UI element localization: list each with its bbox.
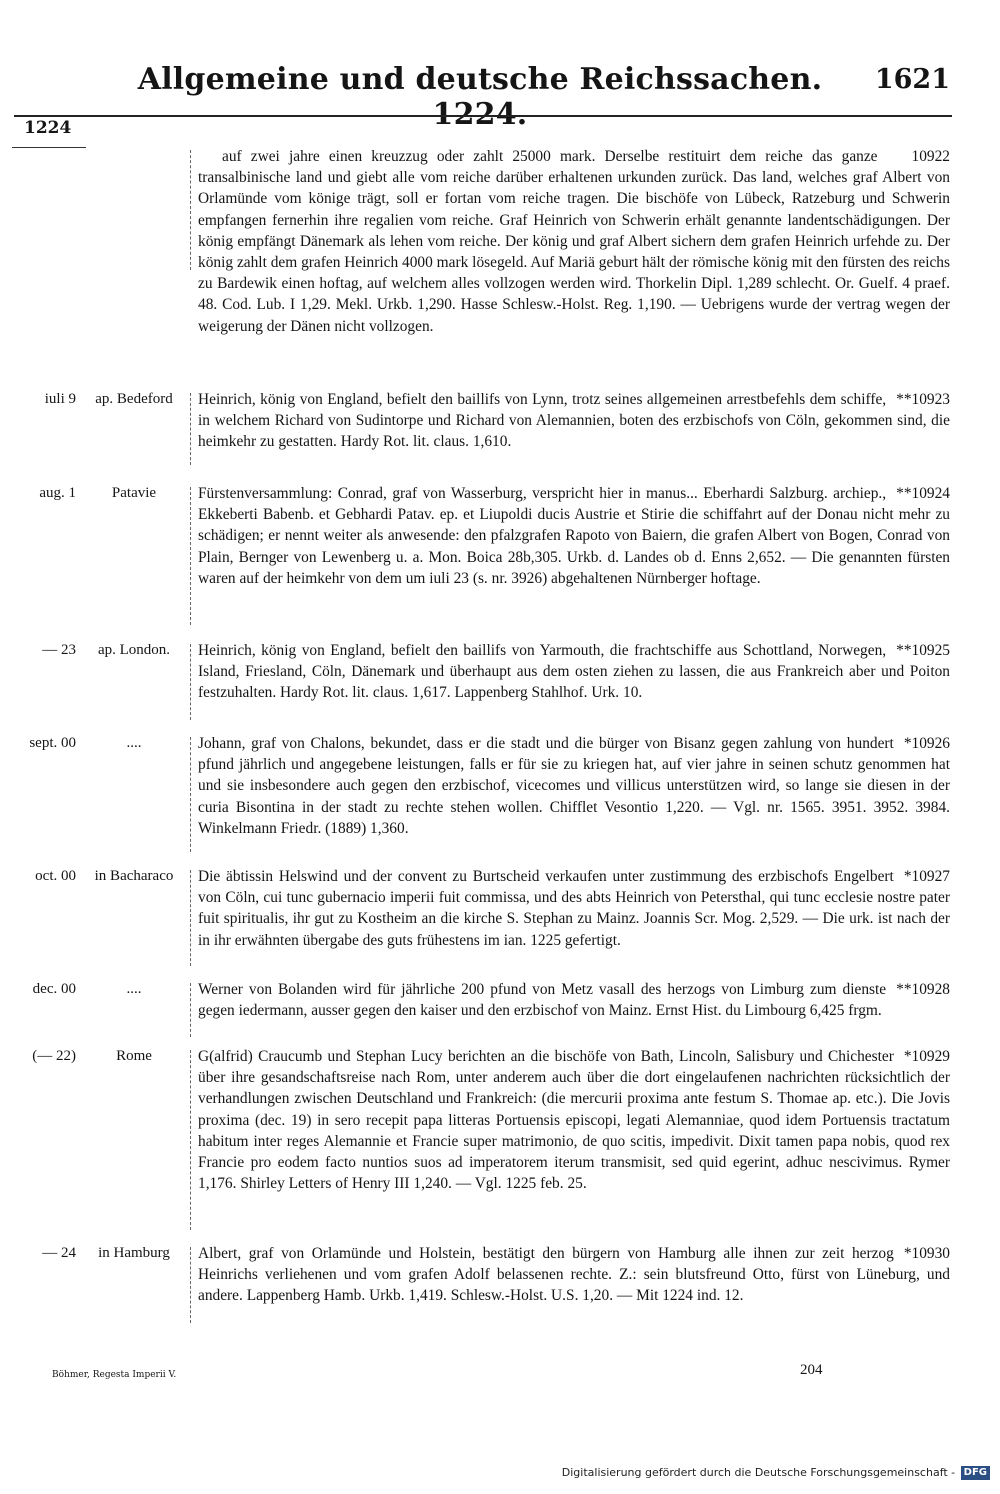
entry-place: .... (126, 981, 142, 997)
column-divider (190, 1050, 191, 1230)
entry-body: Heinrich, könig von England, befielt den baillifs von Yarmouth, die frachtschiffe aus Schottland, Norwegen, Island, Friesland, Cöln, Dänemark und überhaupt aus dem osten ziehen zu lassen, die aus Frankreich aber und Poiton festzuhalten. Hardy Rot. lit. claus. 1,617. Lappenberg Stahlhof. Urk. 10. (198, 642, 950, 702)
entry-date: iuli 9 (44, 391, 76, 407)
entry-date: dec. 00 (32, 981, 76, 997)
entry-text (198, 146, 950, 337)
entry-body: Werner von Bolanden wird für jährliche 200 pfund von Metz vasall des herzogs von Limburg zum dienste gegen iedermann, ausser gegen den kaiser und den erzbischof von Mainz. Ernst Hist. du Limbourg 6,425 frgm. (198, 981, 887, 1020)
column-divider (190, 487, 191, 625)
entry-date: — 23 (42, 642, 76, 658)
entry-body: G(alfrid) Craucumb und Stephan Lucy berichten an die bischöfe von Bath, Lincoln, Salisbury und Chichester über ihre gesandschaftsreise nach Rom, unter anderem auch über die dort eingelaufenen nachrichten rücksichtlich der verhandlungen zwischen Deutschland und Frankreich: (die mercurii proxima ante festum S. Thomae ap. etc.). Die Jovis proxima (dec. 19) in sero recepit papa litteras Portuensis episcopi, legati Alemanniae, quod idem Portuensis tractatum habitum inter reges Alemannie et Francie super matrimonio, de quo scitis, impedivit. Dixit tamen papa nobis, quod rex Francie pro eodem facto nuntios suos ad imperatorem iterum transmisit, sed quid egerint, adhuc nescivimus. Rymer 1,176. Shirley Letters of Henry III 1,240. — Vgl. 1225 feb. 25. (198, 1048, 950, 1193)
entry-text (198, 733, 950, 839)
entry-place: .... (126, 735, 142, 751)
entry-text (198, 866, 950, 951)
entry-text (198, 389, 950, 453)
page-title: Allgemeine und deutsche Reichssachen. 1224. (137, 62, 823, 132)
entry-text (198, 1046, 950, 1194)
regest-number: *10926 (903, 735, 950, 752)
entry-text (198, 483, 950, 589)
header-rule (14, 115, 952, 117)
entry-place: ap. Bedeford (95, 391, 173, 407)
regest-number: **10925 (896, 642, 950, 659)
page-number: 1621 (874, 64, 950, 95)
regest-number: *10927 (903, 868, 950, 885)
entry-date: aug. 1 (39, 485, 76, 501)
column-divider (190, 393, 191, 465)
entry-body: Fürstenversammlung: Conrad, graf von Wasserburg, verspricht hier in manus... Eberhardi Salzburg. archiep., Ekkeberti Babenb. et Gebhardi Patav. ep. et Liupoldi ducis Austrie et Stirie die schiffahrt auf der Donau nicht mehr zu schädigen; er nennt weiter als anwesende: den pfalzgrafen Rapoto von Baiern, die grafen Albert von Bogen, Conrad von Plain, Bernger von Lewenberg u. a. Mon. Boica 28b,305. Urkb. d. Landes ob d. Enns 2,652. — Die genannten fürsten waren auf der heimkehr von dem um iuli 23 (s. nr. 3926) abgehaltenen Nürnberger hoftage. (198, 485, 950, 587)
column-divider (190, 737, 191, 852)
column-divider (190, 150, 191, 270)
dfg-logo-icon: DFG (961, 1466, 990, 1480)
footer-source: Böhmer, Regesta Imperii V. (52, 1370, 177, 1380)
regest-number: **10924 (896, 485, 950, 502)
entry-body: Albert, graf von Orlamünde und Holstein, bestätigt den bürgern von Hamburg alle ihnen zur zeit herzog Heinrichs verliehenen und vom grafen Adolf belassenen rechte. Z.: sein blutsfreund Otto, fürst von Lüneburg, und andere. Lappenberg Hamb. Urkb. 1,419. Schlesw.-Holst. U.S. 1,20. — Mit 1224 ind. 12. (198, 1245, 950, 1305)
column-divider (190, 983, 191, 1037)
signature-mark: 204 (800, 1362, 823, 1378)
column-divider (190, 870, 191, 966)
entry-body: Die äbtissin Helswind und der convent zu Burtscheid verkaufen unter zustimmung des erzbischofs Engelbert von Cöln, cui tunc gubernacio imperii fuit commissa, und des abts Heinrich von Petersthal, qui tunc ecclesie nostre pater fuit spiritualis, ihr gut zu Kostheim an die kirche S. Stephan zu Mainz. Joannis Scr. Mog. 2,529. — Die urk. ist nach der in ihr erwähnten übergabe des guts frühestens im ian. 1225 gefertigt. (198, 868, 950, 949)
entry-body: Johann, graf von Chalons, bekundet, dass er die stadt und die bürger von Bisanz gegen zahlung von hundert pfund jährlich und angegebene leistungen, falls er für sie zu kriegen hat, auf vier jahre in seinen schutz genommen hat und sie insbesondere auch gegen den erzbischof, vicecomes und villicus unterstützen wird, so lange sie diesen in der curia Bisontina in der stadt zu rechte stehen wollen. Chifflet Vesontio 1,220. — Vgl. nr. 1565. 3951. 3952. 3984. Winkelmann Friedr. (1889) 1,360. (198, 735, 950, 837)
entry-place: Rome (116, 1048, 152, 1064)
entry-place: in Hamburg (98, 1245, 170, 1261)
entry-body: auf zwei jahre einen kreuzzug oder zahlt 25000 mark. Derselbe restituirt dem reiche das ganze transalbinische land und giebt alle vom reiche darüber erhaltenen urkunden zurück. Das land, welches graf Albert von Orlamünde vom könige trägt, soll er fortan vom reiche tragen. Die bischöfe von Lübeck, Ratzeburg und Schwerin empfangen fernerhin ihre regalien vom reiche. Graf Heinrich von Schwerin erhält genannte landentschädigungen. Der könig empfängt Dänemark als lehen vom reiche. Der könig und graf Albert sichern dem grafen Heinrich urfehde zu. Der könig zahlt dem grafen Heinrich 4000 mark lösegeld. Auf Mariä geburt hält der römische könig mit den fürsten des reichs zu Bardewik einen hoftag, auf welchem alles vollzogen werden wird. Thorkelin Dipl. 1,289 schlecht. Or. Guelf. 4 praef. 48. Cod. Lub. I 1,29. Mekl. Urkb. 1,290. Hasse Schlesw.-Holst. Reg. 1,190. — Uebrigens wurde der vertrag wegen der weigerung der Dänen nicht vollzogen. (198, 148, 950, 335)
entry-date: — 24 (42, 1245, 76, 1261)
year-marker: 1224 (24, 118, 72, 138)
column-divider (190, 644, 191, 720)
regest-number: **10923 (896, 391, 950, 408)
funding-text: Digitalisierung gefördert durch die Deutsche Forschungsgemeinschaft - (561, 1466, 956, 1479)
entry-text (198, 1243, 950, 1307)
funding-note (562, 1466, 990, 1480)
entry-date: sept. 00 (29, 735, 76, 751)
column-divider (190, 1247, 191, 1323)
regest-number: *10930 (903, 1245, 950, 1262)
entry-place: Patavie (111, 485, 157, 501)
regest-number: **10928 (896, 981, 950, 998)
year-rule (12, 147, 86, 148)
entry-place: in Bacharaco (94, 868, 174, 884)
regest-number: 10922 (911, 148, 950, 165)
entry-text (198, 640, 950, 704)
entry-place: ap. London. (97, 642, 171, 658)
entry-date: (— 22) (32, 1048, 76, 1064)
entry-date: oct. 00 (35, 868, 76, 884)
entry-text (198, 979, 950, 1021)
entry-body: Heinrich, könig von England, befielt den baillifs von Lynn, trotz seines allgemeinen arrestbefehls dem schiffe, in welchem Richard von Sudintorpe und Richard von Alemannien, boten des erzbischofs von Cöln, gekommen sind, die heimkehr zu gestatten. Hardy Rot. lit. claus. 1,610. (198, 391, 950, 451)
regest-number: *10929 (903, 1048, 950, 1065)
